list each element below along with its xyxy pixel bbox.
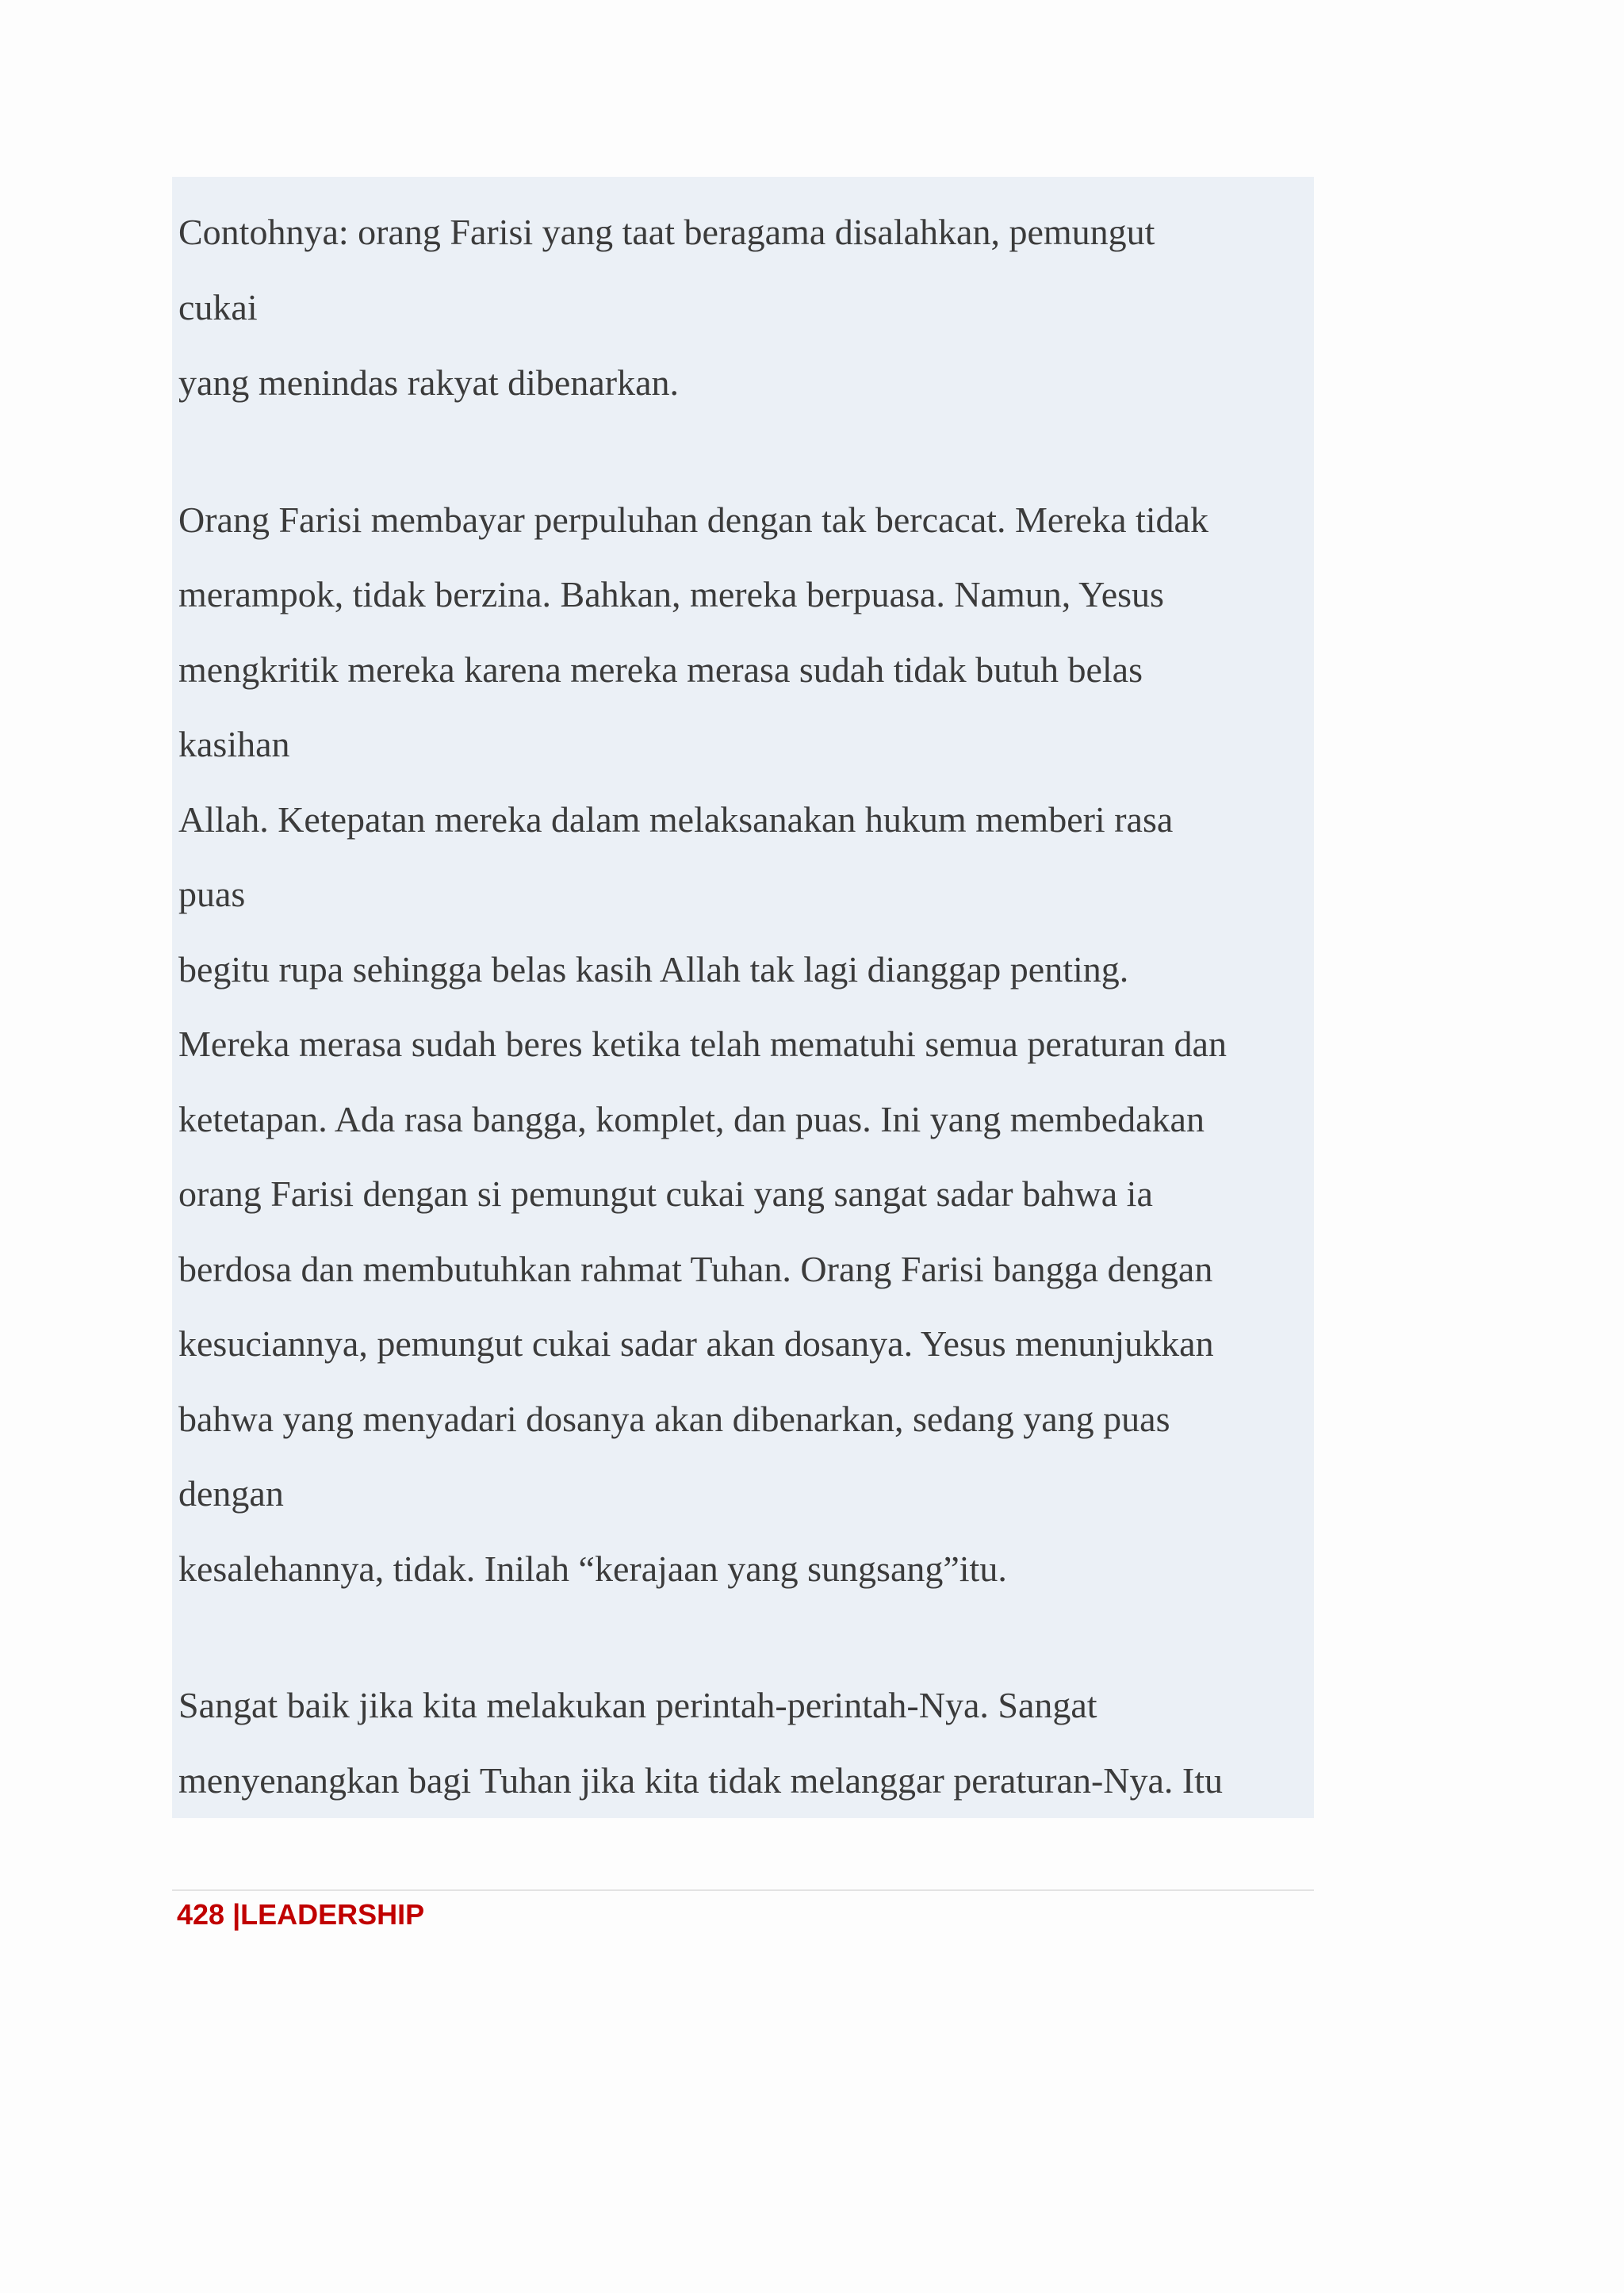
text-line: Contohnya: orang Farisi yang taat beragama disalahkan, pemungut: [178, 212, 1155, 252]
text-line: kesuciannya, pemungut cukai sadar akan dosanya. Yesus menunjukkan: [178, 1323, 1214, 1364]
text-line: kesalehannya, tidak. Inilah “kerajaan yang sungsang”itu.: [178, 1548, 1007, 1589]
footer-divider: [172, 1889, 1314, 1891]
text-line: Sangat baik jika kita melakukan perintah-perintah-Nya. Sangat: [178, 1685, 1097, 1725]
text-line: menyenangkan bagi Tuhan jika kita tidak melanggar peraturan-Nya. Itu: [178, 1760, 1223, 1801]
text-line: bahwa yang menyadari dosanya akan dibenarkan, sedang yang puas: [178, 1399, 1170, 1439]
page-footer-label: 428 |LEADERSHIP: [177, 1898, 425, 1931]
text-line: kasihan: [178, 724, 290, 764]
text-line: Allah. Ketepatan mereka dalam melaksanakan hukum memberi rasa: [178, 799, 1174, 840]
text-line: begitu rupa sehingga belas kasih Allah tak lagi dianggap penting.: [178, 949, 1129, 990]
text-line: orang Farisi dengan si pemungut cukai yang sangat sadar bahwa ia: [178, 1173, 1153, 1214]
text-line: Mereka merasa sudah beres ketika telah mematuhi semua peraturan dan: [178, 1024, 1227, 1064]
text-line: yang menindas rakyat dibenarkan.: [178, 362, 679, 403]
text-line: berdosa dan membutuhkan rahmat Tuhan. Orang Farisi bangga dengan: [178, 1249, 1213, 1289]
body-text-block: [172, 177, 1314, 1818]
text-line: mengkritik mereka karena mereka merasa sudah tidak butuh belas: [178, 649, 1143, 690]
text-line: puas: [178, 874, 246, 914]
text-line: dengan: [178, 1473, 284, 1514]
text-line: Orang Farisi membayar perpuluhan dengan tak bercacat. Mereka tidak: [178, 500, 1208, 540]
text-line: merampok, tidak berzina. Bahkan, mereka berpuasa. Namun, Yesus: [178, 574, 1164, 614]
text-line: ketetapan. Ada rasa bangga, komplet, dan puas. Ini yang membedakan: [178, 1099, 1205, 1139]
text-line: cukai: [178, 287, 258, 327]
